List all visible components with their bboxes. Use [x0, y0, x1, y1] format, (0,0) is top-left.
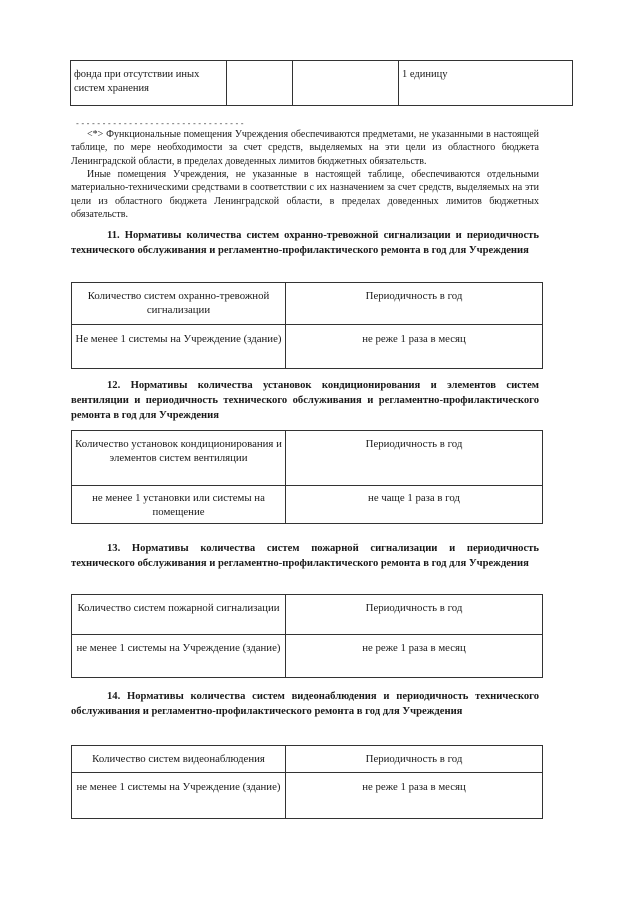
table-row — [72, 635, 543, 678]
footnote-paragraph: <*> Функциональные помещения Учреждения обеспечиваются предметами, не указанными в настоящей таблице, по мере необходимости за счет средств, выделяемых на эти цели из областного бюджета Ленинградской области, в пределах доведенных лимитов бюджетных обязательств. — [71, 129, 539, 167]
table-row — [72, 325, 543, 369]
table-header-cell: Периодичность в год — [286, 746, 543, 773]
table-header-cell: Количество систем пожарной сигнализации — [72, 595, 286, 635]
table-cell — [293, 61, 399, 106]
note-paragraph: Иные помещения Учреждения, не указанные в настоящей таблице, обеспечиваются отдельными материально-техническими средствами в соответствии с их назначением за счет средств, выделяемых на эти цели из областного бюджета Ленинградской области, в пределах доведенных лимитов бюджетных обязательств. — [71, 169, 539, 220]
section-heading-11: 11. Нормативы количества систем охранно-тревожной сигнализации и периодичность технического обслуживания и регламентно-профилактического ремонта в год для Учреждения — [71, 230, 539, 256]
table-header-cell: Количество систем видеонаблюдения — [72, 746, 286, 773]
section-heading-14: 14. Нормативы количества систем видеонаблюдения и периодичность технического обслуживания и регламентно-профилактического ремонта в год для Учреждения — [71, 691, 539, 717]
table-cell: фонда при отсутствии иных систем хранения — [71, 61, 227, 106]
section-table-11 — [71, 282, 543, 369]
footnote-separator: -------------------------------- — [75, 119, 246, 128]
continuation-table — [70, 60, 573, 106]
table-header-row — [72, 746, 543, 773]
table-header-cell: Количество систем охранно-тревожной сигнализации — [72, 283, 286, 325]
table-cell: не менее 1 установки или системы на помещение — [72, 486, 286, 524]
table-cell: не менее 1 системы на Учреждение (здание) — [72, 773, 286, 819]
table-header-row — [72, 283, 543, 325]
section-table-14 — [71, 745, 543, 819]
table-header-cell: Периодичность в год — [286, 595, 543, 635]
table-cell: не чаще 1 раза в год — [286, 486, 543, 524]
table-header-cell: Количество установок кондиционирования и элементов систем вентиляции — [72, 431, 286, 486]
table-row — [72, 486, 543, 524]
section-heading-12: 12. Нормативы количества установок кондиционирования и элементов систем вентиляции и периодичность технического обслуживания и регламентно-профилактического ремонта в год для Учреждения — [71, 380, 539, 421]
table-row — [72, 773, 543, 819]
table-cell: не реже 1 раза в месяц — [286, 773, 543, 819]
table-cell: не менее 1 системы на Учреждение (здание) — [72, 635, 286, 678]
table-cell: 1 единицу — [399, 61, 573, 106]
table-cell: Не менее 1 системы на Учреждение (здание) — [72, 325, 286, 369]
section-table-12 — [71, 430, 543, 524]
table-header-row — [72, 595, 543, 635]
table-cell — [227, 61, 293, 106]
table-header-row — [72, 431, 543, 486]
section-table-13 — [71, 594, 543, 678]
table-header-cell: Периодичность в год — [286, 283, 543, 325]
section-heading-13: 13. Нормативы количества систем пожарной сигнализации и периодичность технического обслуживания и регламентно-профилактического ремонта в год для Учреждения — [71, 543, 539, 569]
table-row — [71, 61, 573, 106]
table-cell: не реже 1 раза в месяц — [286, 635, 543, 678]
table-cell: не реже 1 раза в месяц — [286, 325, 543, 369]
table-header-cell: Периодичность в год — [286, 431, 543, 486]
